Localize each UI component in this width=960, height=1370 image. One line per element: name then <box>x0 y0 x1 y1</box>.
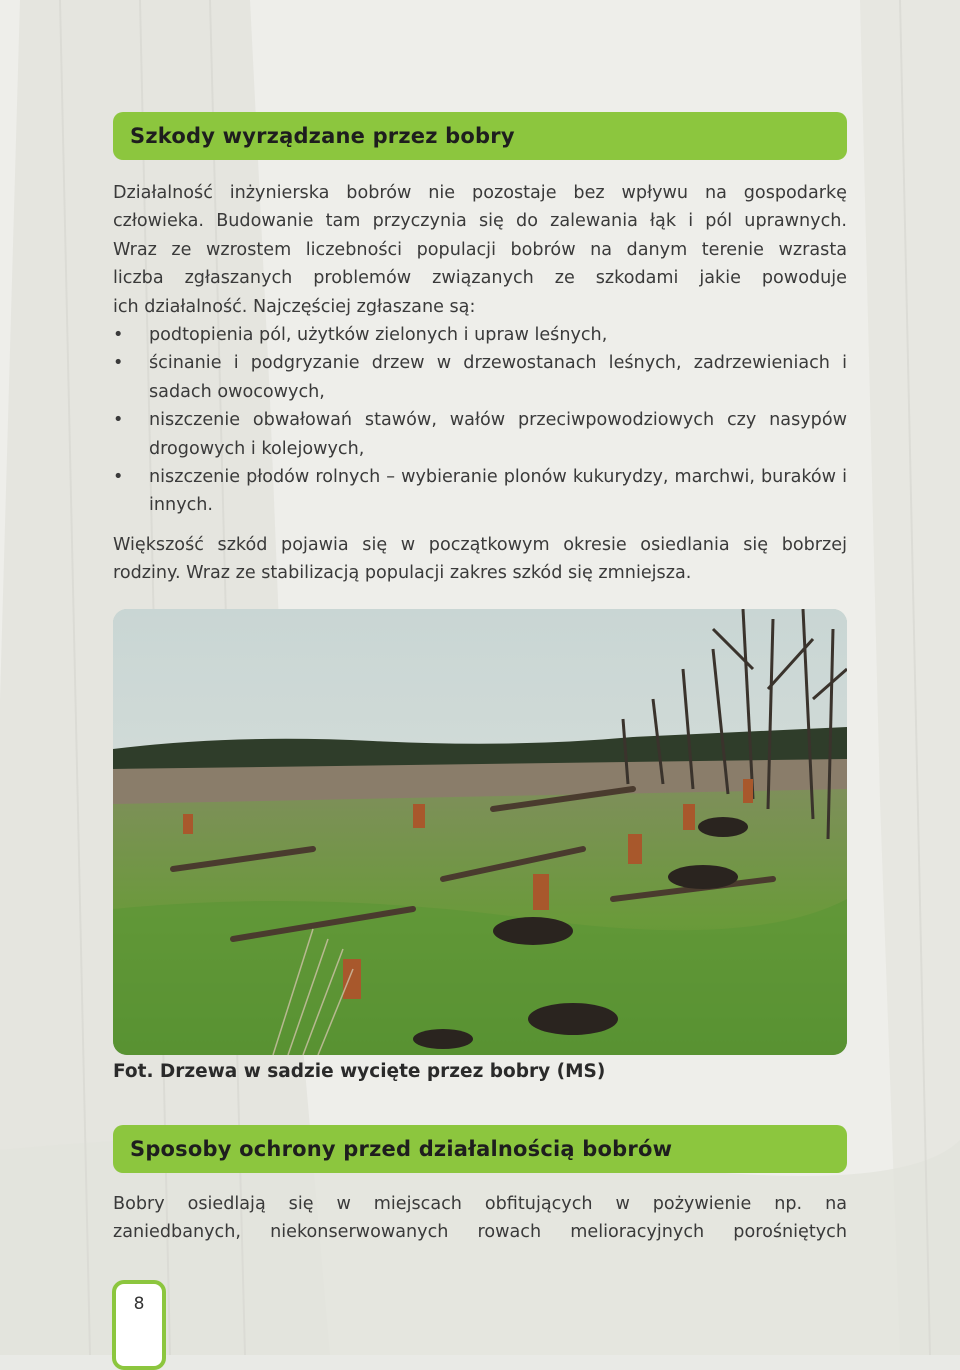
text-line: rodziny. Wraz ze stabilizacją populacji zakres szkód się zmniejsza. <box>113 563 692 584</box>
section-heading-bar <box>113 112 847 160</box>
text-line: zaniedbanych, niekonserwowanych rowach melioracyjnych porośniętych <box>113 1222 847 1243</box>
text-line: liczba zgłaszanych problemów związanych ze szkodami jakie powoduje <box>113 268 847 289</box>
closing-paragraph <box>113 531 847 588</box>
list-item: • ścinanie i podgryzanie drzew w drzewostanach leśnych, zadrzewieniach i sadach owocowych, <box>113 349 847 406</box>
section-heading-protection: Sposoby ochrony przed działalnością bobrów <box>130 1137 673 1161</box>
protection-paragraph <box>113 1190 847 1247</box>
orchard-photo <box>113 609 847 1055</box>
text-line: Wraz ze wzrostem liczebności populacji bobrów na danym terenie wzrasta <box>113 239 847 260</box>
text-line: ich działalność. Najczęściej zgłaszane są: <box>113 296 476 317</box>
intro-paragraph <box>113 179 847 520</box>
text-line: Działalność inżynierska bobrów nie pozostaje bez wpływu na gospodarkę <box>113 183 847 203</box>
text-line: Bobry osiedlają się w miejscach obfitujących w pożywienie np. na <box>113 1194 847 1214</box>
section-heading-bar <box>113 1125 847 1173</box>
section-heading-damage: Szkody wyrządzane przez bobry <box>130 124 515 148</box>
damage-list <box>113 321 847 520</box>
orchard-photo-illustration <box>113 609 847 1055</box>
photo-caption: Fot. Drzewa w sadzie wycięte przez bobry (MS) <box>113 1061 606 1082</box>
list-item: • niszczenie płodów rolnych – wybieranie plonów kukurydzy, marchwi, buraków i innych. <box>113 463 847 520</box>
list-item: • podtopienia pól, użytków zielonych i upraw leśnych, <box>113 321 847 349</box>
page-number-tab <box>112 1280 166 1370</box>
text-line: Większość szkód pojawia się w początkowym okresie osiedlania się bobrzej <box>113 535 847 555</box>
list-item: • niszczenie obwałowań stawów, wałów przeciwpowodziowych czy nasypów drogowych i kolejowych, <box>113 406 847 463</box>
text-line: człowieka. Budowanie tam przyczynia się do zalewania łąk i pól uprawnych. <box>113 211 847 232</box>
page-number: 8 <box>133 1294 145 1314</box>
